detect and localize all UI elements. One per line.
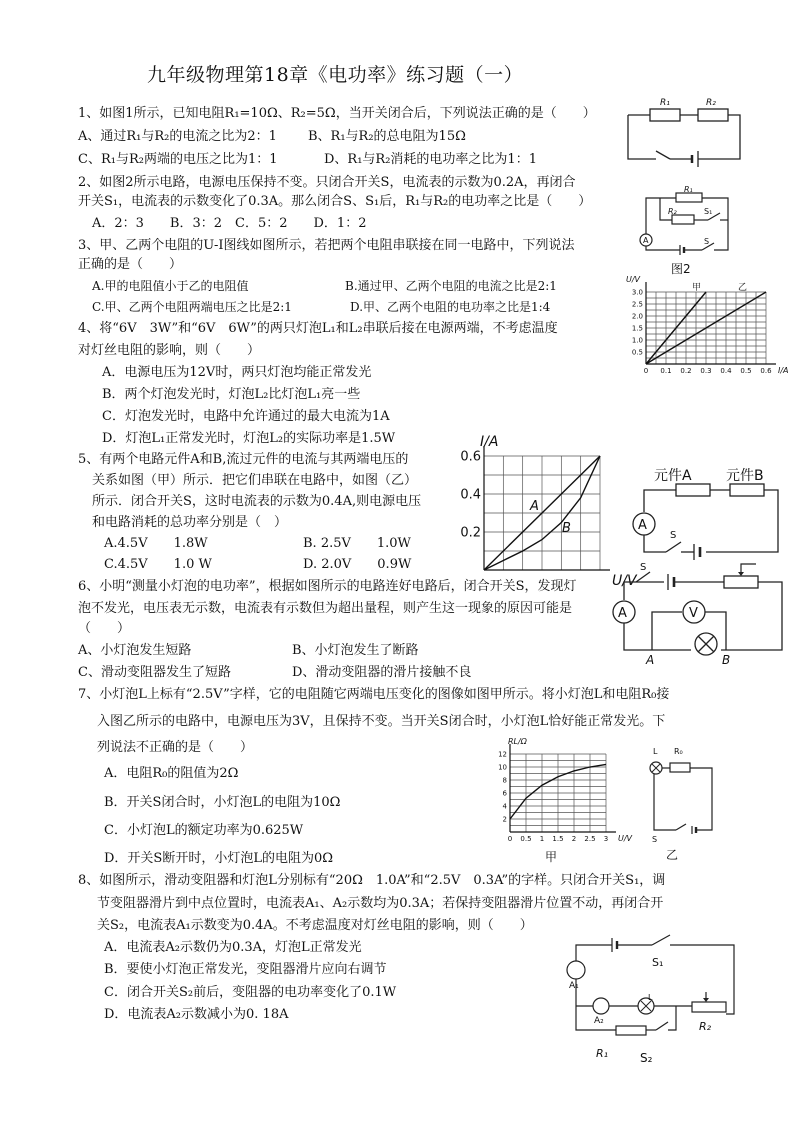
y-tick-label: 10 <box>498 763 507 772</box>
svg-text:A: A <box>646 653 655 667</box>
q1-option-d: D、R₁与R₂消耗的电功率之比为1：1 <box>324 152 537 167</box>
x-tick-label: 0.5 <box>520 835 532 843</box>
q7-circuit-diagram <box>640 742 720 862</box>
svg-text:R₂: R₂ <box>699 1020 712 1033</box>
q3-option-b: B.通过甲、乙两个电阻的电流之比是2:1 <box>345 279 557 293</box>
page-title: 九年级物理第18章《电功率》练习题（一） <box>147 64 524 86</box>
r2-rheostat-icon <box>692 1002 726 1012</box>
r1-label: R₁ <box>660 98 670 108</box>
x-tick-label: 0.1 <box>660 367 672 375</box>
x-tick-label: 2 <box>571 835 577 843</box>
r1-resistor <box>676 193 702 202</box>
q7-option-d: D．开关S断开时，小灯泡L的电阻为0Ω <box>104 851 334 866</box>
q4-stem-line2: 对灯丝电阻的影响，则（ ） <box>78 343 261 358</box>
q3-option-d: D.甲、乙两个电阻的电功率之比是1:4 <box>350 300 551 314</box>
r0-resistor <box>670 763 690 772</box>
svg-text:B: B <box>722 653 731 667</box>
q7-fig-jia-caption: 甲 <box>545 850 558 864</box>
q6-stem-line3: （ ） <box>78 621 131 636</box>
q5-stem-line1: 5、有两个电路元件A和B,流过元件的电流与其两端电压的 <box>78 452 409 467</box>
y-tick-label: 0.4 <box>460 487 481 503</box>
svg-text:S₂: S₂ <box>640 1051 653 1065</box>
q8-option-a: A．电流表A₂示数仍为0.3A，灯泡L正常发光 <box>104 940 362 955</box>
q5-series-circuit <box>626 460 786 570</box>
q6-option-d: D、滑动变阻器的滑片接触不良 <box>292 665 472 680</box>
r1-resistor <box>616 1026 646 1035</box>
q4-option-a: A．电源电压为12V时，两只灯泡均能正常发光 <box>102 365 372 380</box>
q6-stem-line2: 泡不发光，电压表无示数，电流表有示数但为超出量程，则产生这一现象的原因可能是 <box>78 601 573 616</box>
q8-stem-line3: 关S₂，电流表A₁示数变为0.4A。不考虑温度对灯丝电阻的影响，则（ ） <box>97 918 533 933</box>
y-tick-label: 12 <box>498 750 507 759</box>
q4-option-b: B．两个灯泡发光时，灯泡L₂比灯泡L₁亮一些 <box>102 387 361 402</box>
x-tick-label: 2.5 <box>584 835 596 843</box>
y-tick-label: 0.6 <box>460 449 481 465</box>
q4-option-d: D．灯泡L₁正常发光时，灯泡L₂的实际功率是1.5W <box>102 431 396 446</box>
q8-stem-line1: 8、如图所示，滑动变阻器和灯泡L分别标有“20Ω 1.0A”和“2.5V 0.3A”的字样。只闭合开关S₁，调 <box>78 873 666 888</box>
x-tick-label: 1 <box>539 835 545 843</box>
q2-circuit-diagram <box>636 186 736 276</box>
svg-text:S: S <box>670 530 677 541</box>
q8-option-c: C．闭合开关S₂前后，变阻器的电功率变化了0.1W <box>104 985 397 1000</box>
r2-label: R₂ <box>706 98 716 108</box>
fig2-caption: 图2 <box>671 262 691 276</box>
q4-stem-line1: 4、将“6V 3W”和“6V 6W”的两只灯泡L₁和L₂串联后接在电源两端，不考虑温度 <box>78 321 558 336</box>
switch-icon <box>676 824 686 830</box>
s2-switch-icon <box>656 1022 668 1030</box>
element-b-box <box>730 484 764 496</box>
r2-resistor <box>672 215 694 224</box>
q7-option-b: B．开关S闭合时，小灯泡L的电阻为10Ω <box>104 795 341 810</box>
switch-icon <box>636 572 650 582</box>
q5-stem-line4: 和电路消耗的总功率分别是（ ） <box>92 515 288 530</box>
svg-text:元件A: 元件A <box>654 468 692 484</box>
a2-ammeter-icon <box>593 998 609 1014</box>
x-axis-label: U/V <box>612 573 637 589</box>
q7-stem-line3: 列说法不正确的是（ ） <box>97 740 254 755</box>
svg-text:A₂: A₂ <box>594 1016 604 1026</box>
svg-text:S₁: S₁ <box>704 207 713 216</box>
rheostat-icon <box>724 576 758 588</box>
q4-option-c: C．灯泡发光时，电路中允许通过的最大电流为1A <box>102 409 390 424</box>
y-axis-label: U/V <box>626 275 641 284</box>
x-tick-label: 3 <box>603 835 609 843</box>
series-label: B <box>562 521 571 536</box>
q6-option-b: B、小灯泡发生了断路 <box>292 643 419 658</box>
q7-option-a: A．电阻R₀的阻值为2Ω <box>104 766 239 781</box>
q7-stem-line2: 入图乙所示的电路中，电源电压为3V，且保持不变。当开关S闭合时，小灯泡L恰好能正常发光。下 <box>97 714 666 729</box>
switch-icon <box>656 151 670 159</box>
q1-option-b: B、R₁与R₂的总电阻为15Ω <box>308 129 466 144</box>
q8-stem-line2: 节变阻器滑片到中点位置时，电流表A₁、A₂示数均为0.3A；若保持变阻器滑片位置不动，再闭合开 <box>97 896 664 911</box>
y-tick-label: 2.0 <box>631 312 643 321</box>
q3-option-a: A.甲的电阻值小于乙的电阻值 <box>92 279 249 293</box>
q2-stem-line1: 2、如图2所示电路，电源电压保持不变。只闭合开关S，电流表的示数为0.2A，再闭合 <box>78 175 576 190</box>
y-tick-label: 1.5 <box>631 324 643 333</box>
q8-option-d: D．电流表A₂示数减小为0. 18A <box>104 1007 289 1022</box>
q2-stem-line2: 开关S₁，电流表的示数变化了0.3A。那么闭合S、S₁后，R₁与R₂的电功率之比是（ ） <box>78 194 592 209</box>
y-axis-label: I/A <box>480 434 499 450</box>
svg-text:V: V <box>689 606 698 621</box>
q5-stem-line3: 所示．闭合开关S，这时电流表的示数为0.4A,则电源电压 <box>92 494 422 509</box>
q7-stem-line1: 7、小灯泡L上标有“2.5V”字样，它的电阻随它两端电压变化的图像如图甲所示。将小灯泡L和电阻R₀接 <box>78 687 670 702</box>
q1-circuit-diagram <box>620 95 745 167</box>
svg-text:L: L <box>653 747 658 756</box>
svg-text:A: A <box>618 606 627 621</box>
switch-icon <box>666 542 681 552</box>
q7-rl-chart <box>486 734 636 864</box>
q8-circuit-diagram <box>556 930 746 1068</box>
series-label: 甲 <box>692 283 702 293</box>
q5-ia-chart <box>450 432 637 589</box>
q6-stem-line1: 6、小明“测量小灯泡的电功率”，根据如图所示的电路连好电路后，闭合开关S，发现灯 <box>78 579 577 594</box>
q5-option-a: A.4.5V 1.8W <box>104 536 208 551</box>
x-tick-label: 0 <box>643 367 649 375</box>
q6-circuit-diagram <box>606 560 796 670</box>
x-tick-label: 0.2 <box>680 367 692 375</box>
x-tick-label: 0 <box>507 835 513 843</box>
x-tick-label: 0.4 <box>720 367 732 375</box>
r2-resistor <box>698 109 728 121</box>
q1-option-a: A、通过R₁与R₂的电流之比为2：1 <box>78 129 277 144</box>
q1-stem: 1、如图1所示，已知电阻R₁=10Ω、R₂=5Ω，当开关闭合后，下列说法正确的是（ ） <box>78 106 596 121</box>
y-tick-label: 0.5 <box>631 348 643 357</box>
svg-text:R₀: R₀ <box>674 747 683 756</box>
q5-option-b: B. 2.5V 1.0W <box>303 536 411 551</box>
y-tick-label: 4 <box>502 802 507 811</box>
q8-option-b: B．要使小灯泡正常发光，变阻器滑片应向右调节 <box>104 962 387 977</box>
svg-text:A: A <box>638 518 647 533</box>
svg-text:R₁: R₁ <box>596 1047 609 1060</box>
svg-text:S: S <box>640 562 647 573</box>
r1-resistor <box>650 109 680 121</box>
q6-option-c: C、滑动变阻器发生了短路 <box>78 665 231 680</box>
q3-stem-line1: 3、甲、乙两个电阻的U-I图线如图所示，若把两个电阻串联接在同一电路中，下列说法 <box>78 238 575 253</box>
svg-text:R₁: R₁ <box>684 185 693 194</box>
y-axis-label: RL/Ω <box>508 737 527 746</box>
q3-ui-chart <box>620 275 790 378</box>
q3-stem-line2: 正确的是（ ） <box>78 257 183 272</box>
svg-text:A: A <box>643 236 649 245</box>
x-tick-label: 0.3 <box>700 367 712 375</box>
series-label: 乙 <box>738 283 748 293</box>
y-tick-label: 3.0 <box>631 288 643 297</box>
y-tick-label: 2 <box>502 815 507 824</box>
x-tick-label: 0.6 <box>760 367 772 375</box>
a1-ammeter-icon <box>567 961 585 979</box>
y-tick-label: 1.0 <box>631 336 643 345</box>
s1-switch-icon <box>652 935 670 945</box>
y-tick-label: 2.5 <box>631 300 643 309</box>
fig-yi-caption: 乙 <box>666 848 679 862</box>
y-tick-label: 0.2 <box>460 525 481 541</box>
svg-text:S₁: S₁ <box>652 956 664 969</box>
y-tick-label: 8 <box>502 776 507 785</box>
q6-option-a: A、小灯泡发生短路 <box>78 643 192 658</box>
svg-text:S: S <box>704 237 710 246</box>
svg-text:元件B: 元件B <box>726 468 764 484</box>
svg-text:L: L <box>648 993 653 1002</box>
series-label: A <box>530 499 539 514</box>
svg-text:A₁: A₁ <box>569 981 579 991</box>
q5-stem-line2: 关系如图（甲）所示．把它们串联在电路中，如图（乙） <box>92 473 418 488</box>
x-tick-label: 0.5 <box>740 367 752 375</box>
q1-option-c: C、R₁与R₂两端的电压之比为1：1 <box>78 152 278 167</box>
x-tick-label: 1.5 <box>552 835 564 843</box>
q5-option-c: C.4.5V 1.0 W <box>104 557 212 572</box>
q2-options: A．2：3 B．3：2 C．5：2 D．1：2 <box>92 216 367 231</box>
svg-text:S: S <box>652 835 658 844</box>
q3-option-c: C.甲、乙两个电阻两端电压之比是2:1 <box>92 300 292 314</box>
svg-text:R₂: R₂ <box>668 207 677 216</box>
q5-option-d: D. 2.0V 0.9W <box>303 557 412 572</box>
q7-option-c: C．小灯泡L的额定功率为0.625W <box>104 823 304 838</box>
x-axis-label: U/V <box>618 834 633 843</box>
element-a-box <box>676 484 710 496</box>
y-tick-label: 6 <box>502 789 507 798</box>
x-axis-label: I/A <box>778 366 789 375</box>
